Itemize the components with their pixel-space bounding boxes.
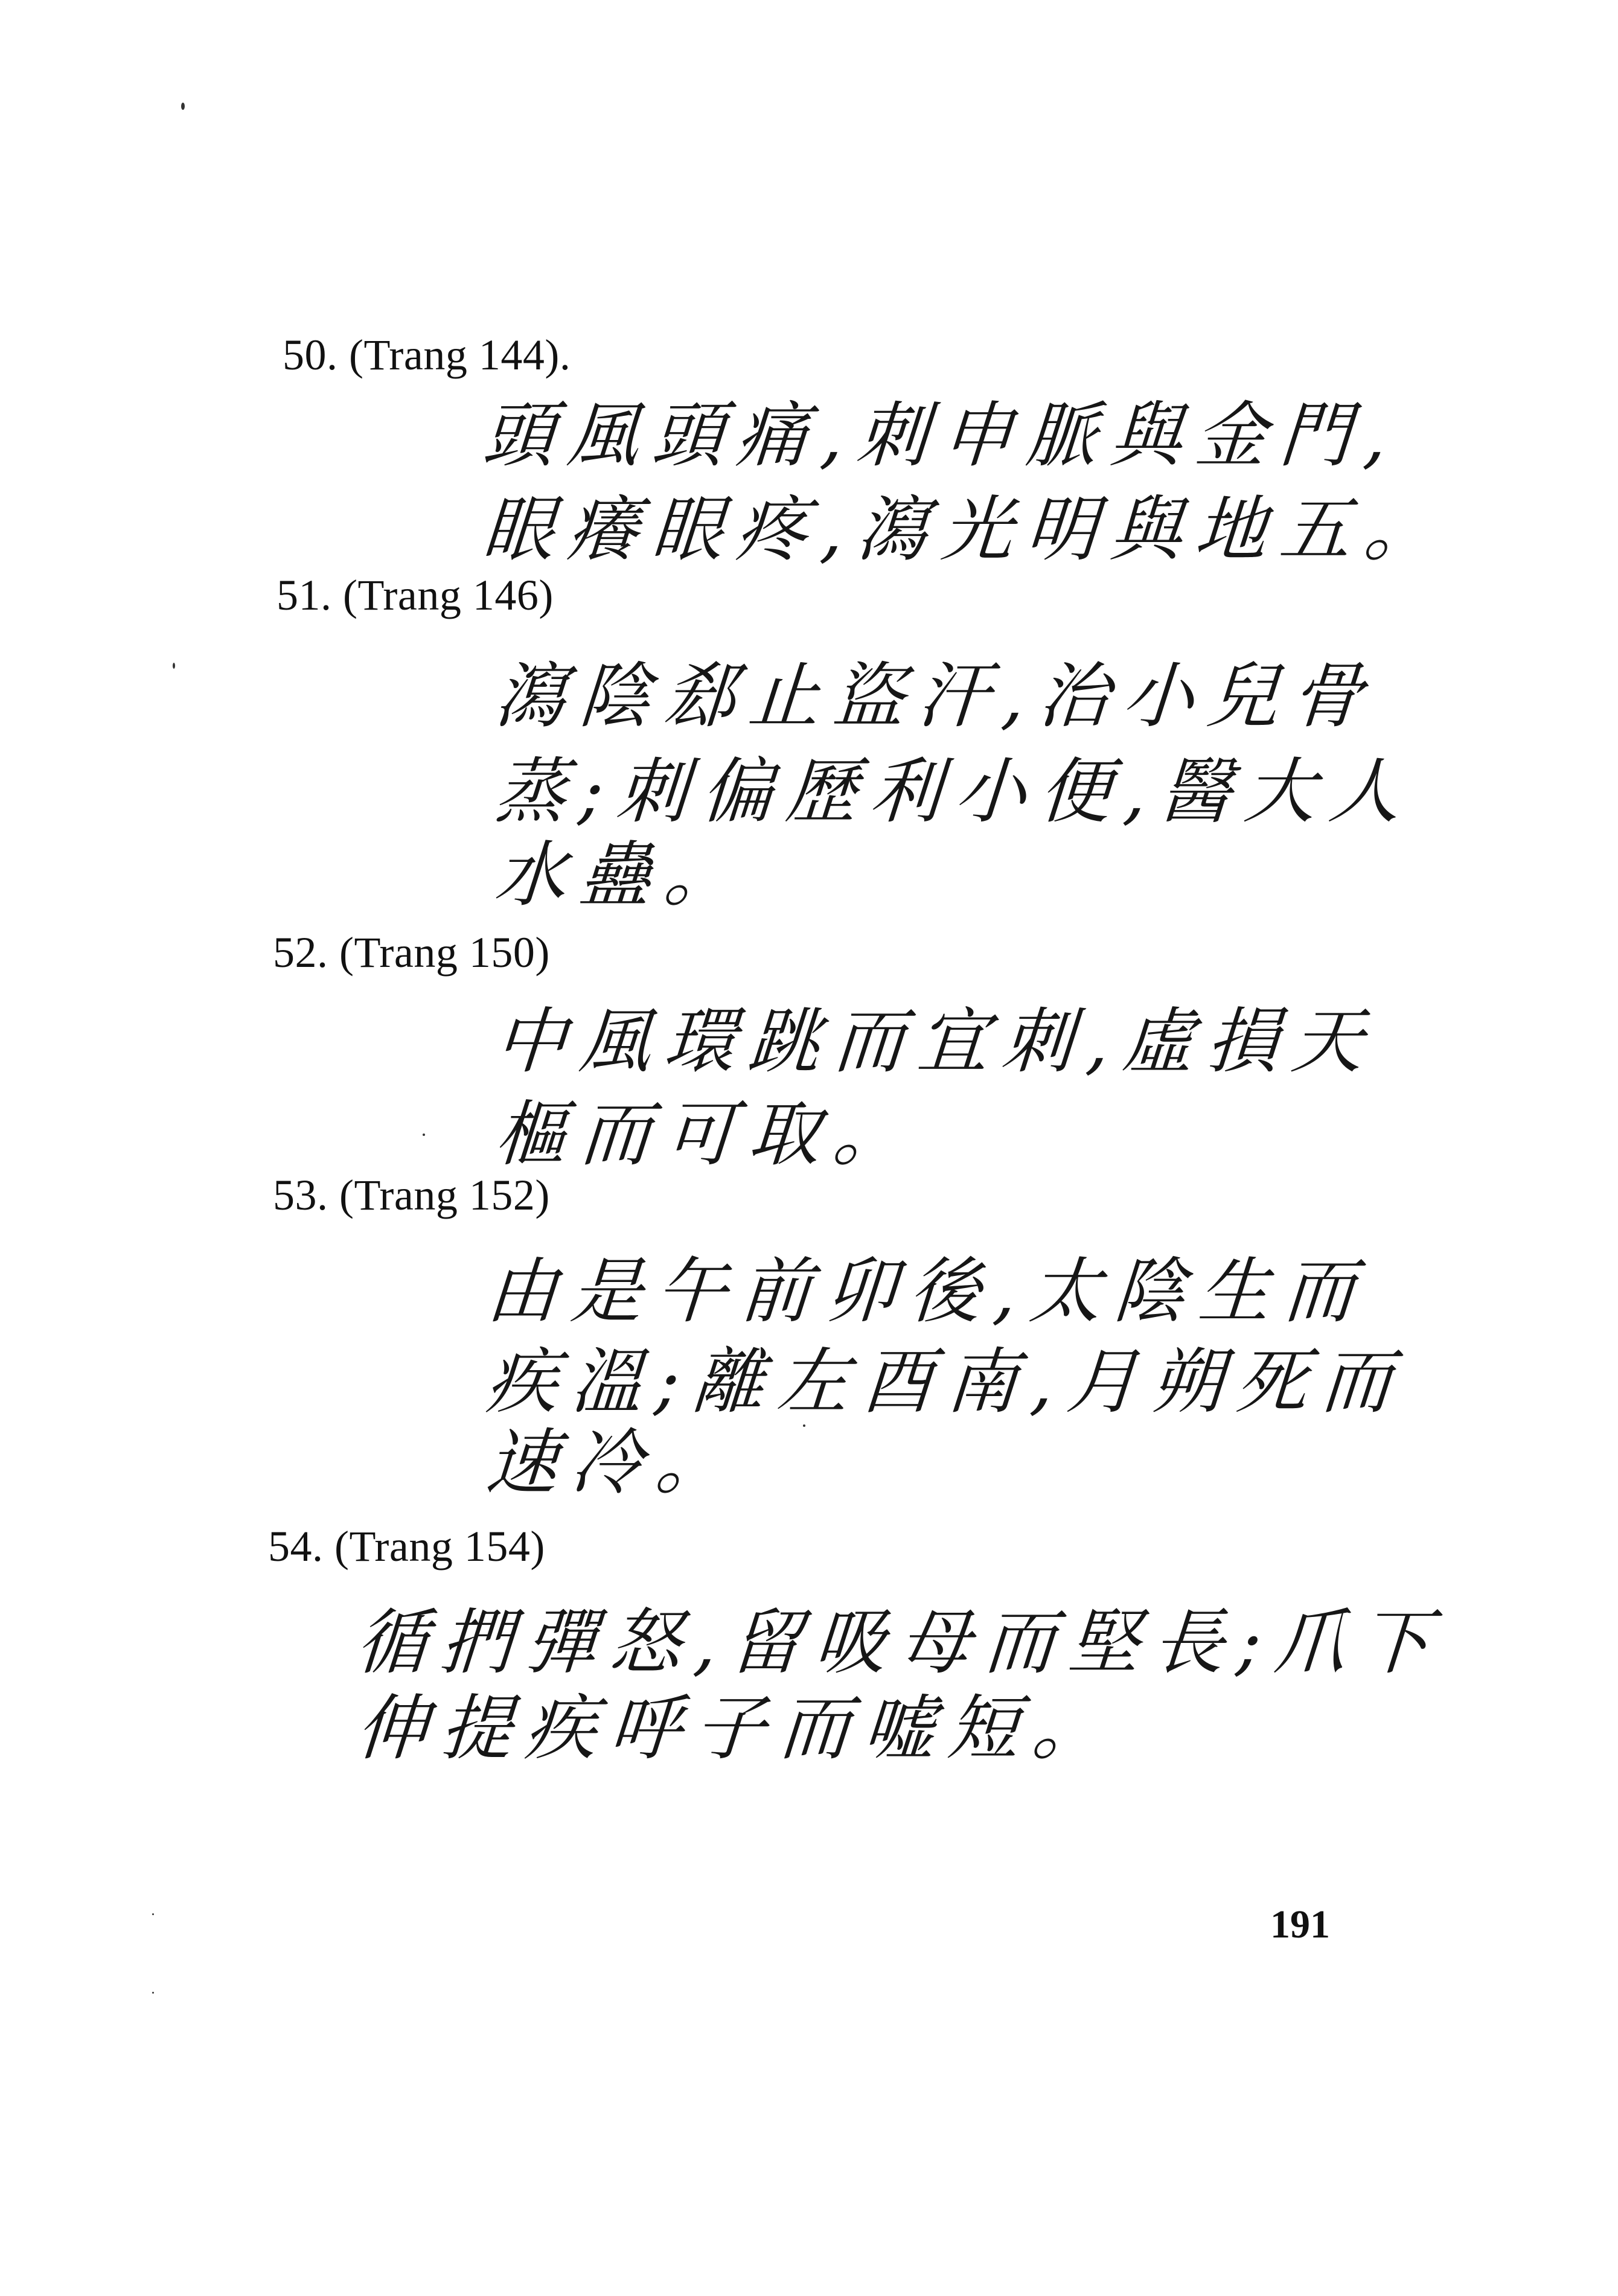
scan-speck xyxy=(181,103,185,110)
entry-51-heading: 51. (Trang 146) xyxy=(277,571,554,619)
entry-52-line-2: 樞而可取。 xyxy=(492,1092,921,1176)
scan-speck xyxy=(803,1424,805,1427)
entry-54-heading: 54. (Trang 154) xyxy=(268,1522,545,1571)
entry-53-line-1: 由是午前卯後,太陰生而 xyxy=(484,1249,1371,1333)
scan-speck xyxy=(173,663,175,669)
entry-53-line-2: 疾溫;離左酉南,月朔死而 xyxy=(484,1340,1409,1423)
entry-51-line-3: 水蠱。 xyxy=(492,833,752,916)
entry-51-line-1: 瀉陰郄止盜汗,治小兒骨 xyxy=(492,654,1380,738)
entry-52-line-1: 中風環跳而宜刺,虛損天 xyxy=(492,1000,1380,1083)
scan-speck xyxy=(423,1134,425,1136)
page-number: 191 xyxy=(1270,1902,1330,1947)
scan-speck xyxy=(152,1913,154,1915)
entry-51-line-2: 蒸;刺偏歷利小便,醫大人 xyxy=(492,750,1417,833)
entry-50-line-2: 眼癢眼疼,瀉光明與地五。 xyxy=(480,488,1452,571)
entry-53-line-3: 速冷。 xyxy=(484,1421,743,1504)
entry-50-line-1: 頭風頭痛,刺申脈與金門, xyxy=(480,394,1403,477)
scan-speck xyxy=(152,1992,154,1994)
entry-50-heading: 50. (Trang 144). xyxy=(283,331,571,379)
entry-53-heading: 53. (Trang 152) xyxy=(273,1171,550,1219)
entry-52-heading: 52. (Trang 150) xyxy=(273,928,550,977)
entry-54-line-2: 伸提疾呼子而嘘短。 xyxy=(353,1686,1120,1770)
entry-54-line-1: 循捫彈怒,留吸母而堅長;爪下 xyxy=(353,1601,1447,1684)
